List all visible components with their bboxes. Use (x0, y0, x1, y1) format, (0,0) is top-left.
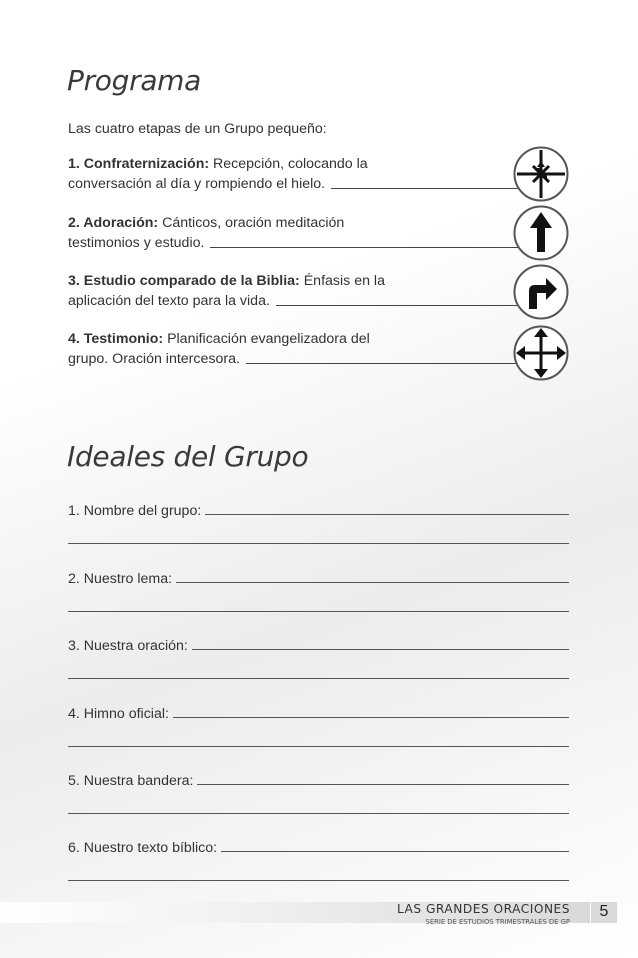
series-title: LAS GRANDES ORACIONES (396, 902, 570, 916)
leader-line (276, 305, 518, 306)
stage-item (68, 154, 518, 194)
stage-item (68, 329, 518, 369)
write-in-line[interactable] (68, 543, 569, 544)
stage-item (68, 213, 518, 253)
write-in-line[interactable] (192, 649, 569, 650)
stage-text: Cánticos, oración meditación (158, 215, 345, 231)
programa-title: Programa (67, 64, 202, 97)
write-in-line[interactable] (68, 678, 569, 679)
form-field (68, 836, 569, 856)
stage-label: 3. Estudio comparado de la Biblia: (68, 273, 300, 289)
form-field (68, 634, 569, 654)
form-field (68, 567, 569, 587)
ideales-title: Ideales del Grupo (67, 440, 309, 473)
field-label: 2. Nuestro lema: (68, 571, 173, 587)
write-in-line[interactable] (68, 880, 569, 881)
stage-item (68, 271, 518, 311)
stage-text-continued: conversación al día y rompiendo el hielo. (68, 176, 326, 192)
arrow-up-icon (512, 204, 570, 262)
leader-line (210, 247, 518, 248)
write-in-line[interactable] (176, 582, 569, 583)
stage-label: 2. Adoración: (68, 215, 159, 231)
write-in-line[interactable] (68, 813, 569, 814)
field-label: 6. Nuestro texto bíblico: (68, 840, 218, 856)
write-in-line[interactable] (173, 717, 569, 718)
stage-label: 4. Testimonio: (68, 331, 164, 347)
write-in-line[interactable] (68, 611, 569, 612)
field-label: 5. Nuestra bandera: (68, 773, 194, 789)
write-in-line[interactable] (205, 514, 569, 515)
form-field (68, 702, 569, 722)
form-field (68, 769, 569, 789)
stage-text: Recepción, colocando la (209, 156, 368, 172)
write-in-line[interactable] (221, 851, 569, 852)
write-in-line[interactable] (197, 784, 569, 785)
crossroads-icon (512, 145, 570, 203)
stage-label: 1. Confraternización: (68, 156, 210, 172)
field-label: 4. Himno oficial: (68, 706, 169, 722)
arrows-four-ways-icon (512, 324, 570, 382)
programa-intro: Las cuatro etapas de un Grupo pequeño: (68, 121, 327, 137)
series-subtitle: SERIE DE ESTUDIOS TRIMESTRALES DE GP (425, 918, 570, 926)
arrow-turn-right-icon (512, 263, 570, 321)
stage-text-continued: grupo. Oración intercesora. (68, 351, 240, 367)
field-label: 1. Nombre del grupo: (68, 503, 202, 519)
leader-line (331, 188, 518, 189)
write-in-line[interactable] (68, 746, 569, 747)
leader-line (246, 363, 518, 364)
stage-text: Planificación evangelizadora del (163, 331, 370, 347)
stage-text: Énfasis en la (299, 273, 385, 289)
form-field (68, 499, 569, 519)
field-label: 3. Nuestra oración: (68, 638, 188, 654)
page-number: 5 (599, 903, 609, 920)
stage-text-continued: aplicación del texto para la vida. (68, 293, 270, 309)
stage-text-continued: testimonios y estudio. (68, 235, 205, 251)
